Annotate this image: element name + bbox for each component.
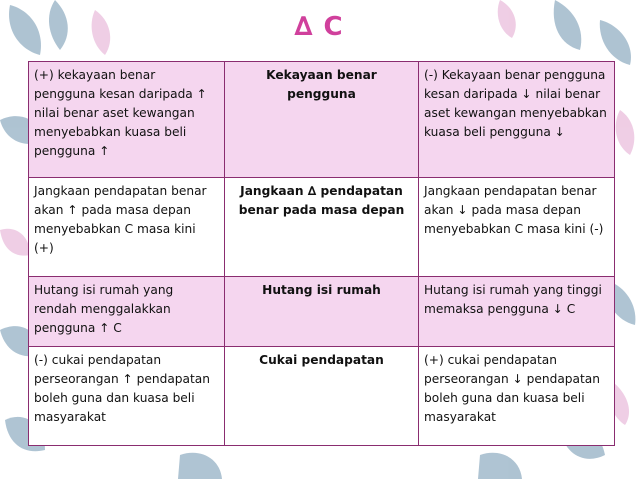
right-cell: Jangkaan pendapatan benar akan ↓ pada masa depan menyebabkan C masa kini (-) (419, 178, 615, 277)
left-cell: (-) cukai pendapatan perseorangan ↑ pendapatan boleh guna dan kuasa beli masyarakat (29, 347, 225, 446)
slide-title: ∆ C (294, 12, 344, 42)
factors-table (28, 61, 615, 446)
left-cell: Jangkaan pendapatan benar akan ↑ pada masa depan menyebabkan C masa kini (+) (29, 178, 225, 277)
right-cell: (+) cukai pendapatan perseorangan ↓ pendapatan boleh guna dan kuasa beli masyarakat (419, 347, 615, 446)
table-row (29, 347, 615, 446)
table-row (29, 277, 615, 347)
left-cell: Hutang isi rumah yang rendah menggalakkan pengguna ↑ C (29, 277, 225, 347)
right-cell: Hutang isi rumah yang tinggi memaksa pengguna ↓ C (419, 277, 615, 347)
table-row (29, 178, 615, 277)
factor-cell: Cukai pendapatan (225, 347, 419, 446)
factor-cell: Kekayaan benar pengguna (225, 62, 419, 178)
left-cell: (+) kekayaan benar pengguna kesan daripada ↑ nilai benar aset kewangan menyebabkan kuasa beli pengguna ↑ (29, 62, 225, 178)
factor-cell: Hutang isi rumah (225, 277, 419, 347)
table-row (29, 62, 615, 178)
right-cell: (-) Kekayaan benar pengguna kesan daripada ↓ nilai benar aset kewangan menyebabkan kuasa beli pengguna ↓ (419, 62, 615, 178)
factor-cell: Jangkaan ∆ pendapatan benar pada masa depan (225, 178, 419, 277)
